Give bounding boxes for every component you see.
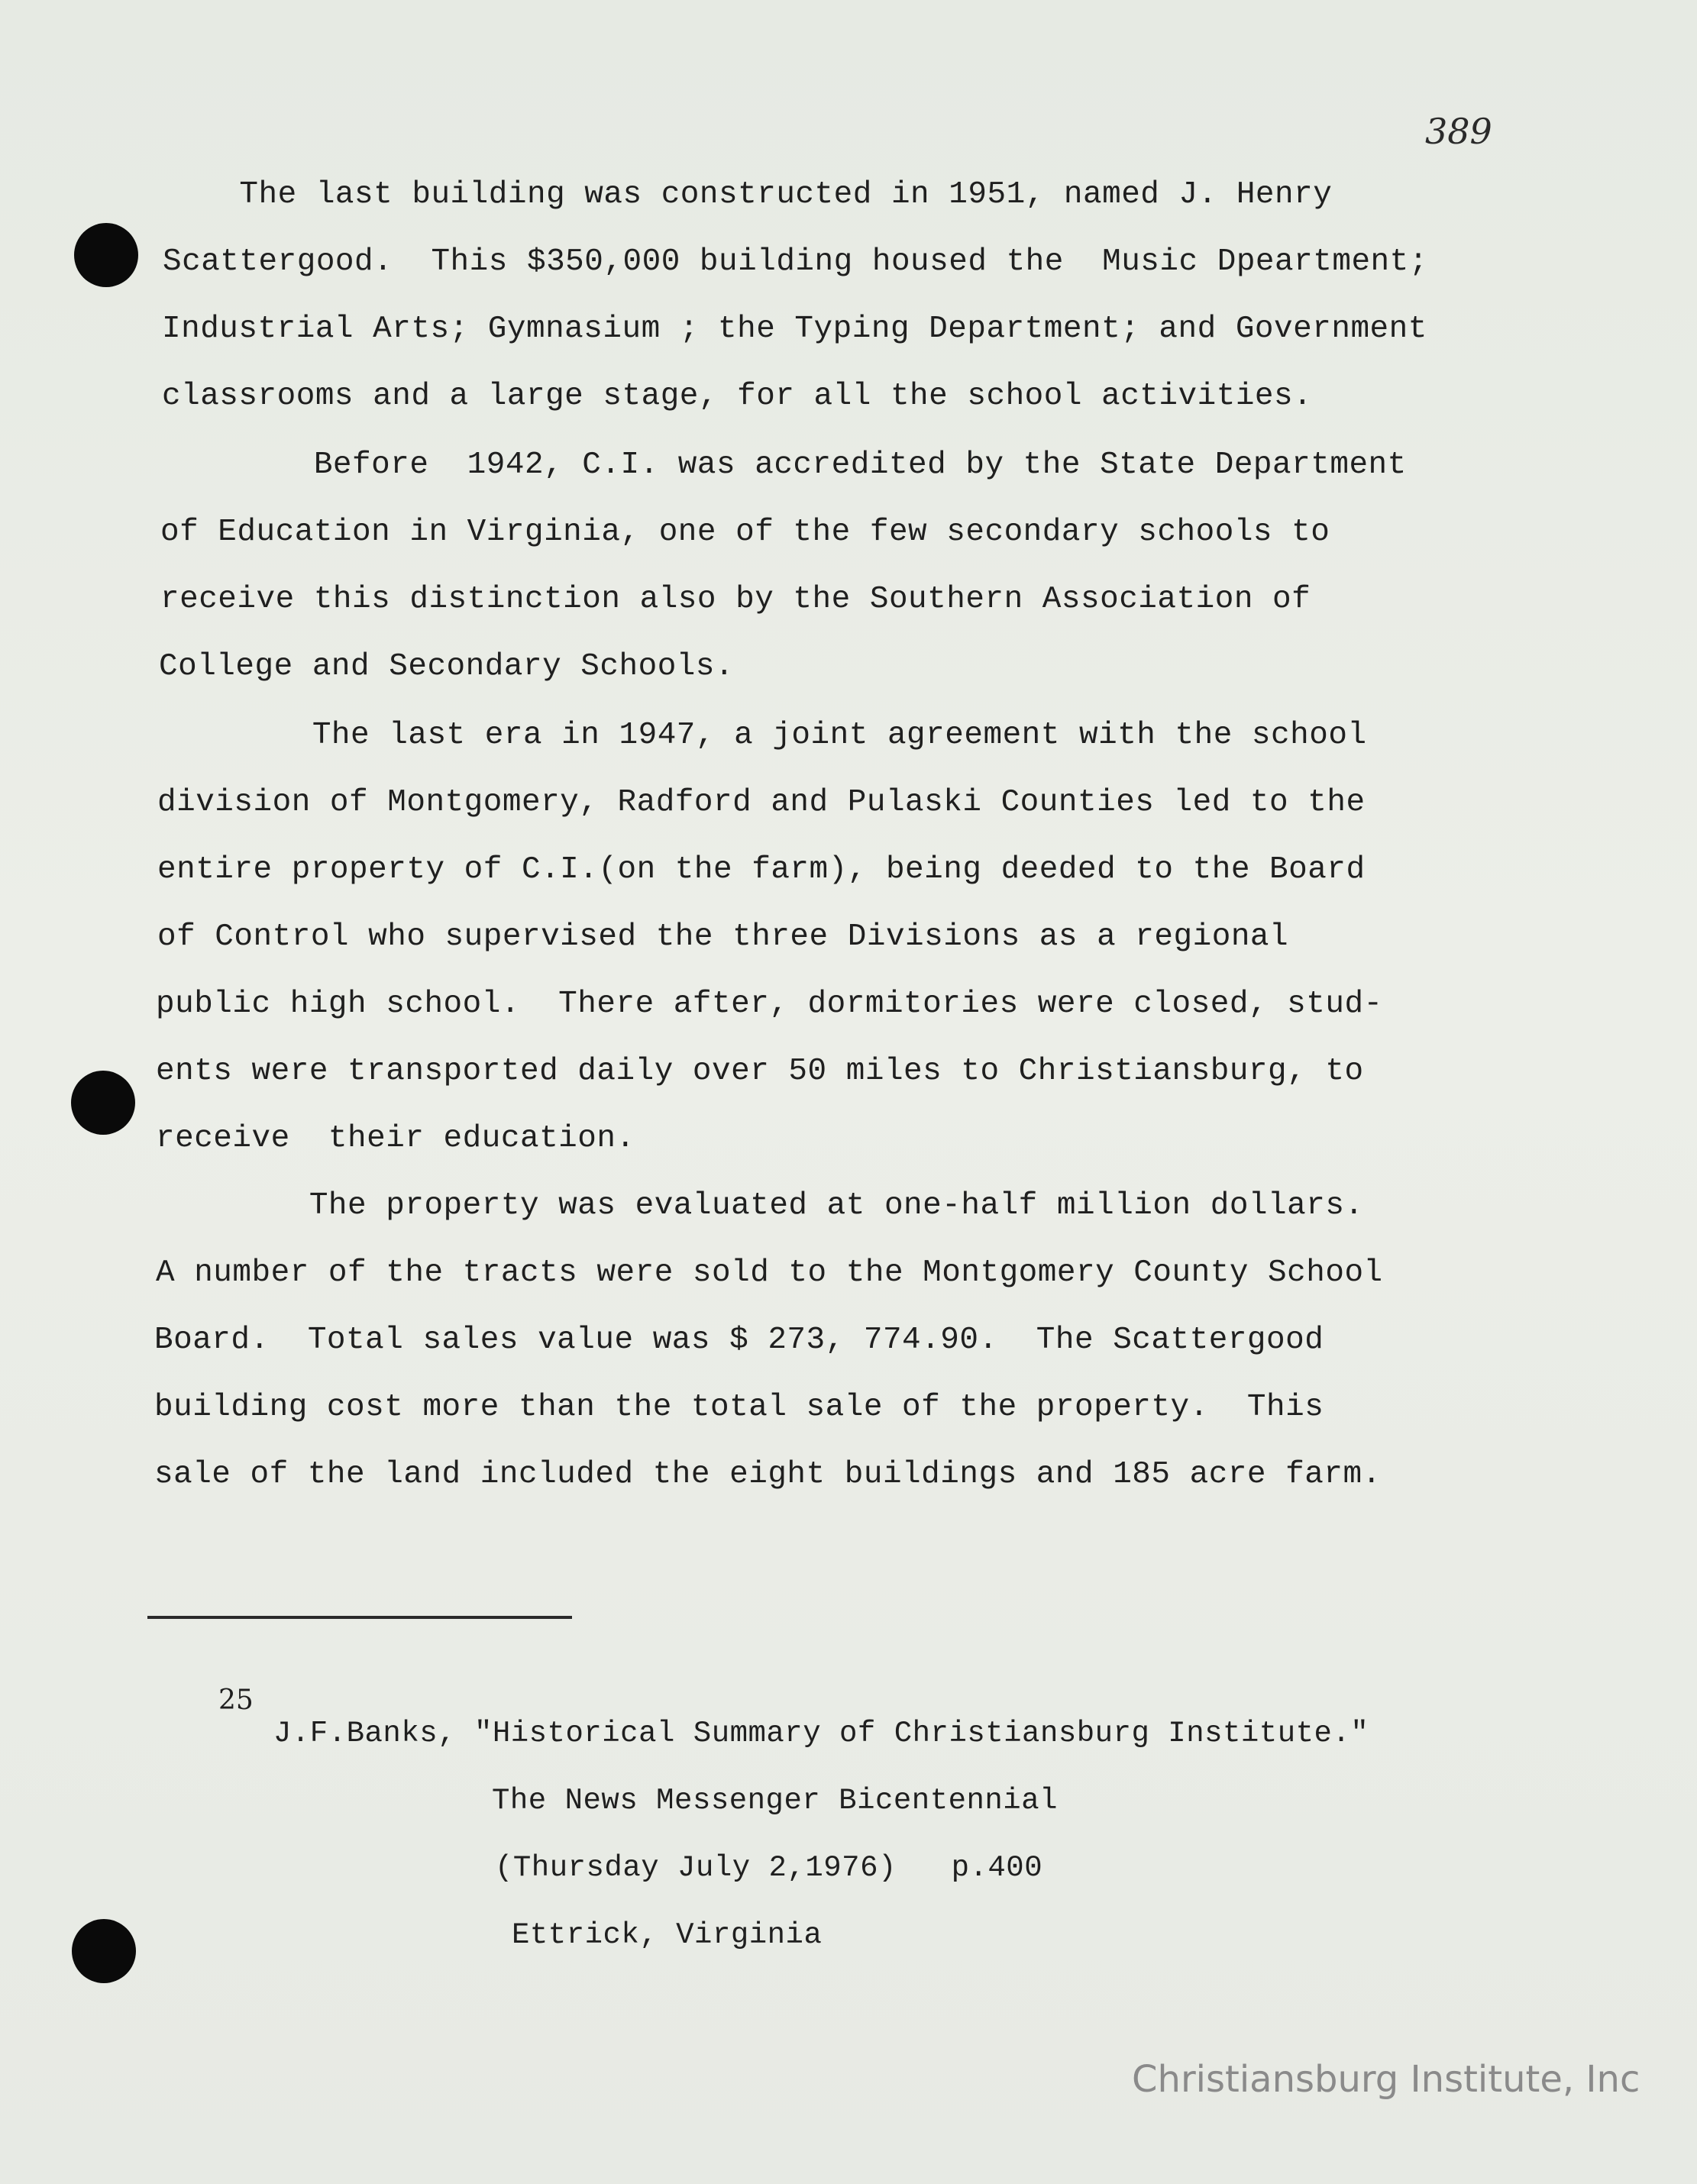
- body-line: College and Secondary Schools.: [159, 649, 735, 684]
- page-number: 389: [1425, 111, 1492, 152]
- body-line: Before 1942, C.I. was accredited by the State Department: [160, 447, 1407, 483]
- body-line: of Education in Virginia, one of the few secondary schools to: [160, 515, 1330, 550]
- body-line: The last era in 1947, a joint agreement with the school: [159, 718, 1367, 753]
- footnote-divider: [147, 1616, 572, 1619]
- body-line: public high school. There after, dormitories were closed, stud-: [156, 987, 1383, 1022]
- body-line: Industrial Arts; Gymnasium ; the Typing Department; and Government: [162, 312, 1427, 347]
- body-line: entire property of C.I.(on the farm), being deeded to the Board: [157, 852, 1366, 887]
- body-line: of Control who supervised the three Divisions as a regional: [157, 919, 1289, 955]
- body-line: Board. Total sales value was $ 273, 774.90. The Scattergood: [154, 1323, 1324, 1358]
- body-line: receive their education.: [156, 1121, 635, 1156]
- body-line: division of Montgomery, Radford and Pulaski Counties led to the: [157, 785, 1366, 820]
- body-line: building cost more than the total sale of the property. This: [154, 1390, 1324, 1425]
- punch-hole-middle: [71, 1071, 135, 1135]
- body-line: receive this distinction also by the Southern Association of: [160, 582, 1311, 617]
- punch-hole-bottom: [72, 1919, 136, 1983]
- body-line: The last building was constructed in 1951, named J. Henry: [163, 177, 1333, 212]
- footnote-date: (Thursday July 2,1976) p.400: [495, 1851, 1043, 1885]
- footnote-publication: The News Messenger Bicentennial: [492, 1784, 1059, 1817]
- watermark: Christiansburg Institute, Inc: [1132, 2058, 1640, 2101]
- body-line: A number of the tracts were sold to the Montgomery County School: [156, 1255, 1383, 1291]
- body-line: ents were transported daily over 50 miles to Christiansburg, to: [156, 1054, 1364, 1089]
- body-line: Scattergood. This $350,000 building housed the Music Dpeartment;: [163, 244, 1428, 279]
- body-line: classrooms and a large stage, for all the school activities.: [162, 379, 1313, 414]
- body-line: The property was evaluated at one-half million dollars.: [156, 1188, 1364, 1223]
- body-line: sale of the land included the eight buildings and 185 acre farm.: [154, 1457, 1382, 1492]
- punch-hole-top: [74, 223, 138, 287]
- footnote-marker: 25: [218, 1685, 254, 1716]
- footnote-location: Ettrick, Virginia: [512, 1918, 823, 1952]
- footnote-citation: J.F.Banks, "Historical Summary of Christiansburg Institute.": [273, 1717, 1369, 1750]
